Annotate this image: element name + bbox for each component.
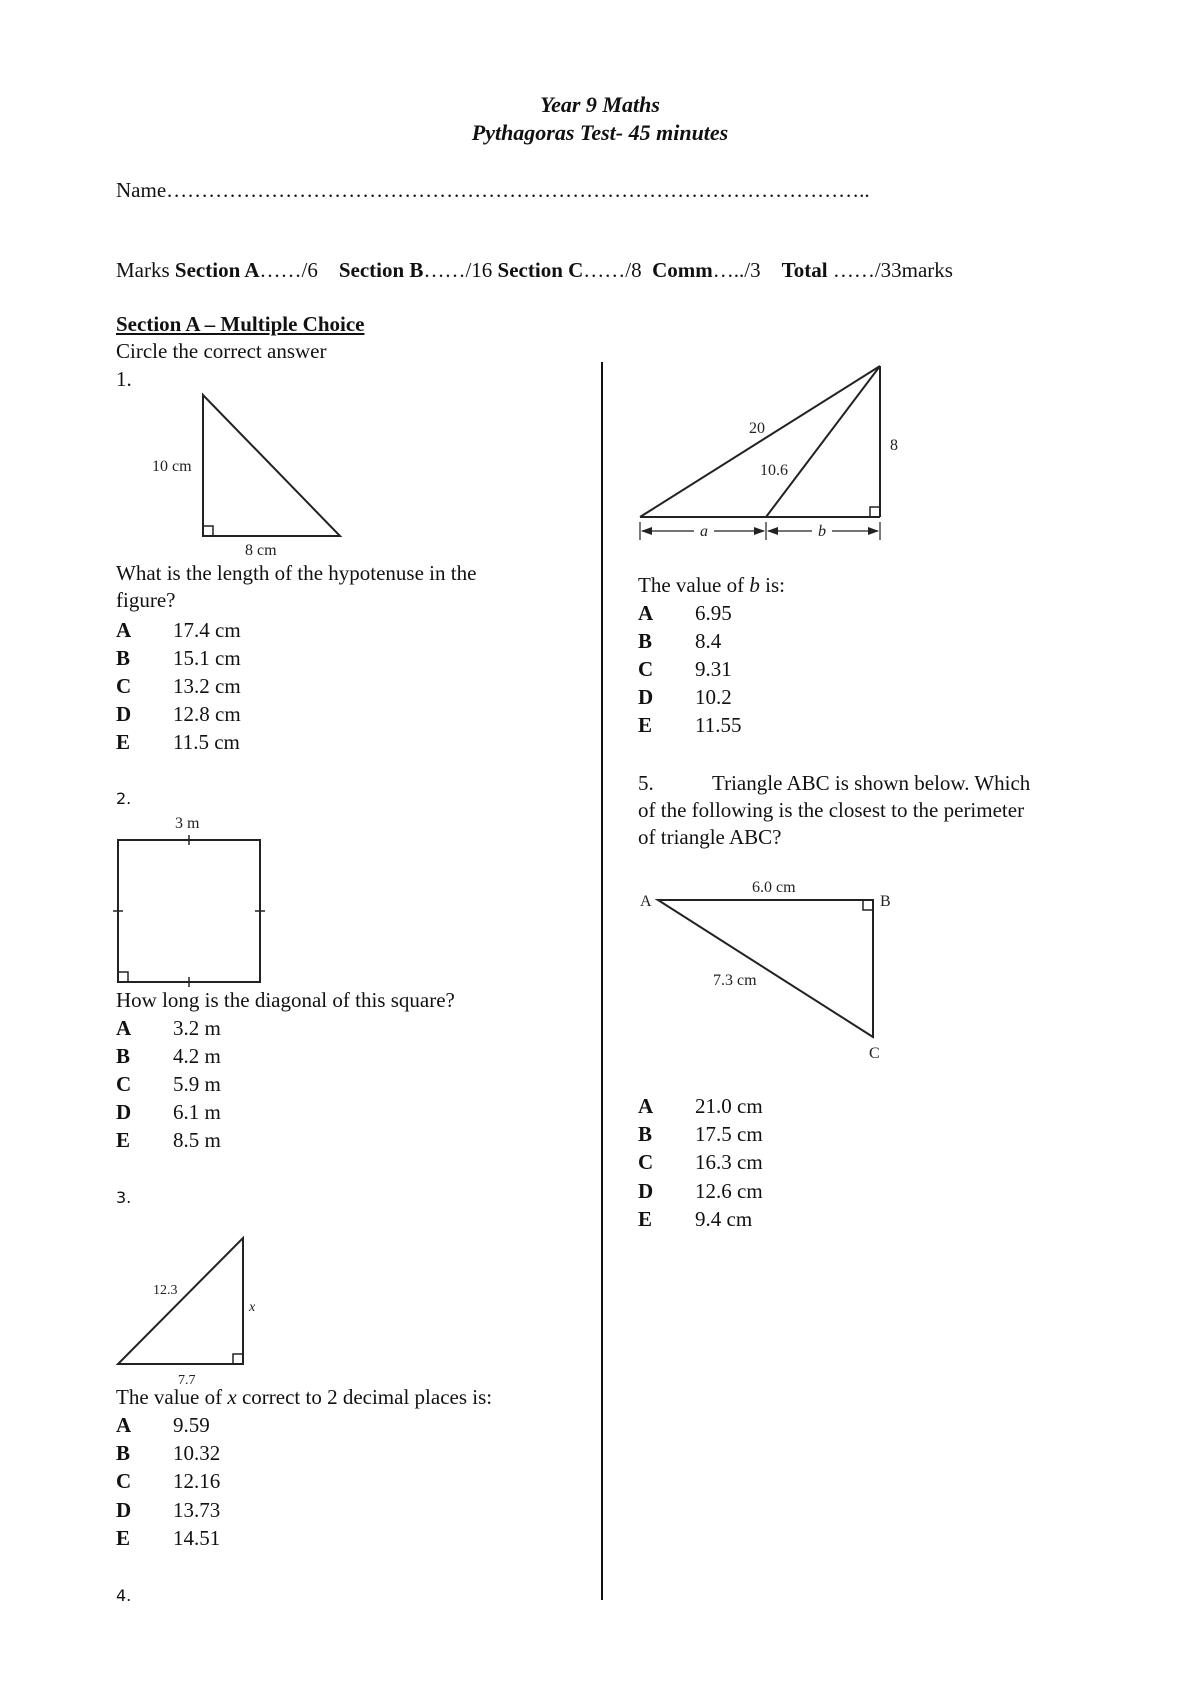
- q2-question: How long is the diagonal of this square?: [116, 988, 455, 1012]
- section-b-marks-value: ……/16: [423, 258, 493, 282]
- q1-option-b[interactable]: B 15.1 cm: [116, 646, 241, 670]
- section-a-instruction: Circle the correct answer: [116, 339, 327, 363]
- q4-label-8: 8: [890, 437, 898, 454]
- title-line-2: Pythagoras Test- 45 minutes: [471, 120, 729, 145]
- q4-label-20: 20: [749, 420, 765, 437]
- q3-option-c[interactable]: C 12.16: [116, 1469, 221, 1493]
- q5-vertex-a: A: [640, 893, 652, 910]
- q1-option-c[interactable]: C 13.2 cm: [116, 674, 241, 698]
- q3-option-a[interactable]: A 9.59: [116, 1413, 210, 1437]
- q3-question: The value of x correct to 2 decimal places is:: [116, 1385, 493, 1409]
- q5-option-b[interactable]: B 17.5 cm: [638, 1122, 763, 1146]
- comm-marks-label: Comm: [652, 258, 713, 282]
- q1-option-e[interactable]: E 11.5 cm: [116, 730, 240, 754]
- q2-side-label: 3 m: [175, 815, 200, 832]
- total-marks-label: Total: [781, 258, 828, 282]
- q3-option-d[interactable]: D 13.73: [116, 1498, 221, 1522]
- q5-option-d[interactable]: D 12.6 cm: [638, 1179, 763, 1203]
- q5-hypotenuse-label: 7.3 cm: [713, 972, 757, 989]
- q5-option-a[interactable]: A 21.0 cm: [638, 1094, 763, 1118]
- q4-option-c[interactable]: C 9.31: [638, 657, 732, 681]
- total-marks-value: ……/33marks: [832, 258, 953, 282]
- q2-number: 2.: [116, 789, 132, 808]
- q4-label-b: b: [818, 523, 826, 540]
- section-c-marks-value: ……/8: [583, 258, 642, 282]
- section-a-heading: Section A – Multiple Choice: [116, 312, 365, 336]
- q4-question: The value of b is:: [638, 573, 785, 597]
- title-line-1: Year 9 Maths: [540, 92, 660, 117]
- section-c-marks-label: Section C: [497, 258, 584, 282]
- q4-option-d[interactable]: D 10.2: [638, 685, 732, 709]
- q1-height-label: 10 cm: [152, 458, 192, 475]
- q2-option-b[interactable]: B 4.2 m: [116, 1044, 221, 1068]
- name-field[interactable]: Name………………………………………………………………………………………..: [116, 178, 870, 202]
- q3-option-b[interactable]: B 10.32: [116, 1441, 221, 1465]
- q4-option-e[interactable]: E 11.55: [638, 713, 742, 737]
- q1-question-line-2: figure?: [116, 588, 176, 612]
- q1-option-a[interactable]: A 17.4 cm: [116, 618, 241, 642]
- q5-option-e[interactable]: E 9.4 cm: [638, 1207, 753, 1231]
- q5-question-line-1: 5. Triangle ABC is shown below. Which: [638, 771, 1031, 795]
- q3-option-e[interactable]: E 14.51: [116, 1526, 221, 1550]
- q5-number: 5.: [638, 771, 654, 795]
- q1-question-line-1: What is the length of the hypotenuse in the: [116, 561, 477, 585]
- q5-top-label: 6.0 cm: [752, 879, 796, 896]
- q3-hypotenuse-label: 12.3: [153, 1283, 178, 1298]
- q2-option-d[interactable]: D 6.1 m: [116, 1100, 221, 1124]
- q5-question-line-3: of triangle ABC?: [638, 825, 782, 849]
- q2-option-a[interactable]: A 3.2 m: [116, 1016, 221, 1040]
- q4-number: 4.: [116, 1586, 132, 1605]
- q5-option-c[interactable]: C 16.3 cm: [638, 1150, 763, 1174]
- comm-marks-value: …../3: [712, 258, 761, 282]
- q4-label-10-6: 10.6: [760, 462, 788, 479]
- q2-option-e[interactable]: E 8.5 m: [116, 1128, 221, 1152]
- q5-vertex-c: C: [869, 1045, 880, 1062]
- q3-base-label: 7.7: [178, 1373, 196, 1388]
- section-a-marks-value: ……/6: [259, 258, 318, 282]
- q5-triangle: [658, 900, 873, 1037]
- q3-number: 3.: [116, 1188, 132, 1207]
- section-b-marks-label: Section B: [338, 258, 424, 282]
- q5-vertex-b: B: [880, 893, 891, 910]
- section-a-marks-label: Section A: [174, 258, 260, 282]
- q3-x-label: x: [249, 1300, 256, 1315]
- q4-label-a: a: [700, 523, 708, 540]
- q5-question-line-2: of the following is the closest to the perimeter: [638, 798, 1025, 822]
- q1-number: 1.: [116, 367, 132, 391]
- q4-option-a[interactable]: A 6.95: [638, 601, 732, 625]
- marks-word: Marks: [116, 258, 175, 282]
- q1-base-label: 8 cm: [245, 542, 277, 559]
- q2-option-c[interactable]: C 5.9 m: [116, 1072, 221, 1096]
- q4-option-b[interactable]: B 8.4: [638, 629, 722, 653]
- q1-option-d[interactable]: D 12.8 cm: [116, 702, 241, 726]
